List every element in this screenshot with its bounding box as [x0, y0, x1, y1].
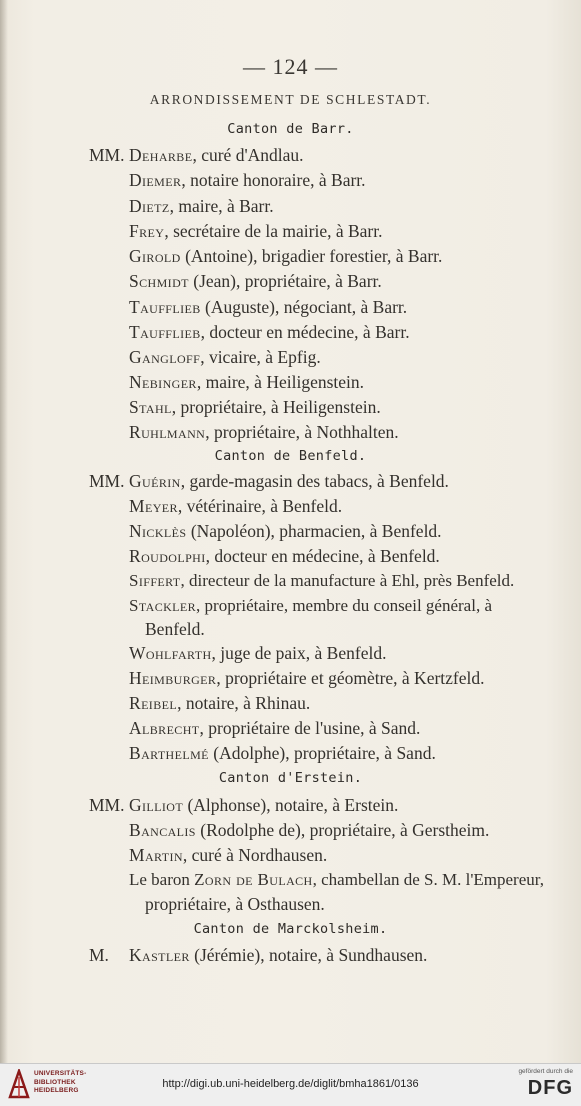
list-item: Reibel, notaire, à Rhinau. [129, 693, 311, 713]
continuation-line: propriétaire, à Osthausen. [145, 894, 325, 914]
person-name: Heimburger [129, 668, 217, 688]
person-name: Ruhlmann [129, 422, 206, 442]
continuation-line: Benfeld. [145, 619, 205, 639]
institution-name: UNIVERSITÄTS- BIBLIOTHEK HEIDELBERG [34, 1070, 87, 1094]
list-item: Taufflieb, docteur en médecine, à Barr. [129, 322, 410, 342]
list-item: Guérin, garde-magasin des tabacs, à Benfeld. [129, 471, 449, 491]
list-item: Albrecht, propriétaire de l'usine, à Sand. [129, 718, 421, 738]
funding-note: gefördert durch die [518, 1068, 573, 1075]
list-item: Stahl, propriétaire, à Heiligenstein. [129, 397, 381, 417]
list-item: Le baron Zorn de Bulach, chambellan de S. M. l'Empereur, [129, 870, 544, 889]
page-number: — 124 — [243, 54, 338, 79]
viewer-footer [0, 1063, 581, 1106]
mm-prefix: MM. [89, 145, 125, 165]
list-item: Roudolphi, docteur en médecine, à Benfeld. [129, 546, 440, 566]
person-name: Stahl [129, 397, 172, 417]
person-name: Gangloff [129, 347, 201, 367]
list-item: Taufflieb (Auguste), négociant, à Barr. [129, 297, 408, 317]
list-item: Bancalis (Rodolphe de), propriétaire, à Gerstheim. [129, 820, 490, 840]
dfg-logo: DFG [527, 1077, 573, 1099]
list-item: Meyer, vétérinaire, à Benfeld. [129, 496, 343, 516]
list-item: Nicklès (Napoléon), pharmacien, à Benfeld. [129, 521, 442, 541]
canton-heading: Canton de Marckolsheim. [193, 921, 388, 937]
list-item: Barthelmé (Adolphe), propriétaire, à Sand. [129, 743, 436, 763]
list-item: Siffert, directeur de la manufacture à Ehl, près Benfeld. [129, 571, 515, 590]
m-prefix: M. [89, 945, 109, 965]
person-name: Roudolphi [129, 546, 206, 566]
list-item: Kastler (Jérémie), notaire, à Sundhausen. [129, 945, 428, 965]
person-name: Zorn de Bulach [194, 870, 313, 889]
person-name: Siffert [129, 571, 181, 590]
permalink-url[interactable]: http://digi.ub.uni-heidelberg.de/diglit/bmha1861/0136 [162, 1078, 419, 1090]
list-item: Wohlfarth, juge de paix, à Benfeld. [129, 643, 387, 663]
person-name: Bancalis [129, 820, 196, 840]
canton-heading: Canton de Benfeld. [214, 448, 367, 464]
canton-heading: Canton d'Erstein. [218, 770, 363, 786]
list-item: Diemer, notaire honoraire, à Barr. [129, 170, 366, 190]
person-name: Guérin [129, 471, 181, 491]
person-name: Stackler [129, 596, 197, 615]
list-item: Martin, curé à Nordhausen. [129, 845, 328, 865]
canton-heading: Canton de Barr. [227, 121, 354, 137]
person-name: Girold [129, 246, 181, 266]
arrondissement-title: ARRONDISSEMENT DE SCHLESTADT. [149, 92, 432, 107]
mm-prefix: MM. [89, 795, 125, 815]
list-item: Deharbe, curé d'Andlau. [129, 145, 304, 165]
person-name: Diemer [129, 170, 182, 190]
list-item: Stackler, propriétaire, membre du conseil général, à [129, 596, 492, 615]
mm-prefix: MM. [89, 471, 125, 491]
list-item: Gangloff, vicaire, à Epfig. [129, 347, 321, 367]
list-item: Dietz, maire, à Barr. [129, 196, 274, 216]
list-item: Gilliot (Alphonse), notaire, à Erstein. [129, 795, 399, 815]
person-name: Meyer [129, 496, 178, 516]
list-item: Nebinger, maire, à Heiligenstein. [129, 372, 365, 392]
person-name: Nebinger [129, 372, 197, 392]
list-item: Frey, secrétaire de la mairie, à Barr. [129, 221, 383, 241]
person-name: Dietz [129, 196, 170, 216]
list-item: Girold (Antoine), brigadier forestier, à Barr. [129, 246, 443, 266]
list-item: Heimburger, propriétaire et géomètre, à Kertzfeld. [129, 668, 485, 688]
list-item: Schmidt (Jean), propriétaire, à Barr. [129, 271, 382, 291]
person-name: Kastler [129, 945, 190, 965]
person-name: Wohlfarth [129, 643, 212, 663]
person-name: Taufflieb [129, 297, 201, 317]
person-name: Nicklès [129, 521, 187, 541]
person-name: Frey [129, 221, 165, 241]
person-name: Schmidt [129, 271, 189, 291]
person-name: Martin [129, 845, 183, 865]
person-name: Taufflieb [129, 322, 201, 342]
list-item: Ruhlmann, propriétaire, à Nothhalten. [129, 422, 399, 442]
person-name: Reibel [129, 693, 178, 713]
person-name: Barthelmé [129, 743, 209, 763]
person-name: Albrecht [129, 718, 200, 738]
person-name: Gilliot [129, 795, 184, 815]
person-name: Deharbe [129, 145, 193, 165]
